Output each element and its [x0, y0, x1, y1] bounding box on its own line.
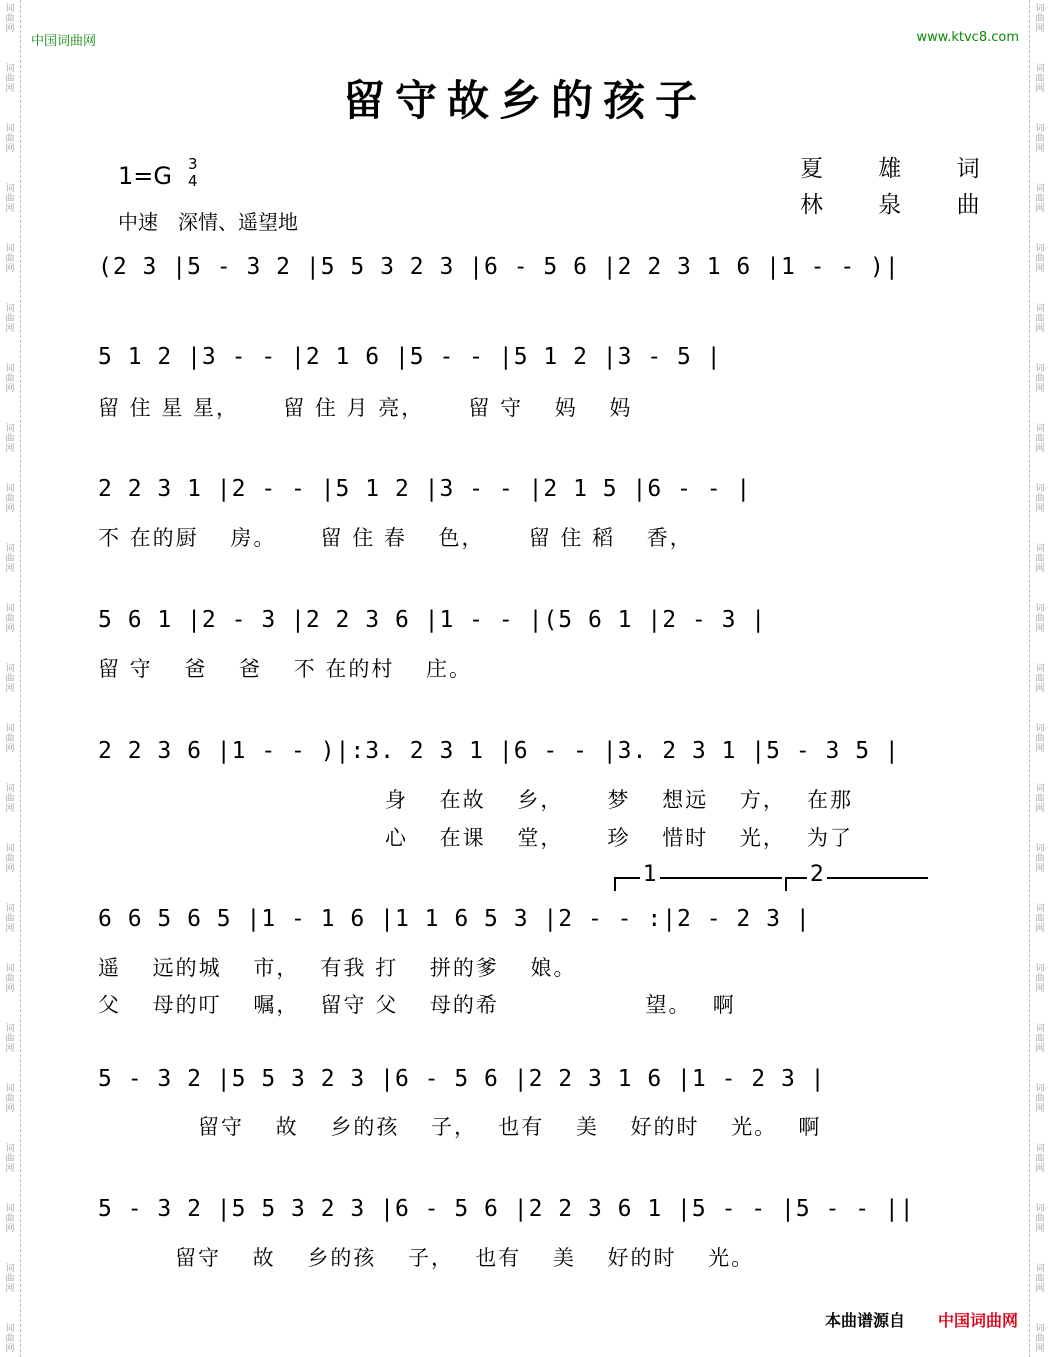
watermark-mark: 词 曲 网 [1035, 1324, 1045, 1354]
watermark-mark: 词 曲 网 [1035, 304, 1045, 334]
score-line-2: 5 1 2 |3 - - |2 1 6 |5 - - |5 1 2 |3 - 5 | [98, 344, 722, 370]
time-signature-top: 3 [188, 155, 198, 173]
lyric-line-4: 留 守 爸 爸 不 在的村 庄。 [98, 657, 473, 681]
watermark-mark: 词 曲 网 [1035, 784, 1045, 814]
volta-1-label: 1 [640, 862, 660, 887]
watermark-mark: 词 曲 网 [1035, 964, 1045, 994]
watermark-mark: 词 曲 网 [5, 604, 15, 634]
watermark-mark: 词 曲 网 [5, 964, 15, 994]
watermark-mark: 词 曲 网 [1035, 724, 1045, 754]
score-line-6: 6 6 5 6 5 |1 - 1 6 |1 1 6 5 3 |2 - - :|2 - 2 3 | [98, 906, 811, 932]
site-name-left[interactable]: 中国词曲网 [31, 34, 97, 49]
watermark-mark: 词 曲 网 [5, 1084, 15, 1114]
watermark-mark: 词 曲 网 [1035, 1204, 1045, 1234]
watermark-mark: 词 曲 网 [5, 304, 15, 334]
score-line-8: 5 - 3 2 |5 5 3 2 3 |6 - 5 6 |2 2 3 6 1 |5 - - |5 - - || [98, 1196, 915, 1222]
watermark-mark: 词 曲 网 [5, 484, 15, 514]
song-title: 留守故乡的孩子 [342, 76, 707, 125]
lyric-line-7: 留守 故 乡的孩 子， 也有 美 好的时 光。 啊 [198, 1115, 822, 1139]
score-line-7: 5 - 3 2 |5 5 3 2 3 |6 - 5 6 |2 2 3 1 6 |1 - 2 3 | [98, 1066, 826, 1092]
watermark-mark: 词 曲 网 [1035, 4, 1045, 34]
right-margin-border [1029, 0, 1050, 1357]
watermark-mark: 词 曲 网 [1035, 184, 1045, 214]
watermark-mark: 词 曲 网 [5, 724, 15, 754]
left-margin-border [0, 0, 21, 1357]
volta-1-tick [614, 877, 616, 891]
lyric-line-5-verse-2: 心 在课 堂， 珍 惜时 光， 为了 [385, 826, 854, 850]
watermark-mark: 词 曲 网 [5, 184, 15, 214]
watermark-mark: 词 曲 网 [5, 64, 15, 94]
watermark-mark: 词 曲 网 [5, 544, 15, 574]
watermark-mark: 词 曲 网 [1035, 244, 1045, 274]
watermark-mark: 词 曲 网 [5, 1024, 15, 1054]
watermark-mark: 词 曲 网 [1035, 1024, 1045, 1054]
watermark-mark: 词 曲 网 [5, 784, 15, 814]
watermark-mark: 词 曲 网 [5, 244, 15, 274]
tempo-marking: 中速 深情、遥望地 [118, 210, 298, 234]
score-line-5: 2 2 3 6 |1 - - )|:3. 2 3 1 |6 - - |3. 2 3 1 |5 - 3 5 | [98, 738, 900, 764]
lyric-line-2: 留 住 星 星， 留 住 月 亮， 留 守 妈 妈 [98, 396, 633, 420]
watermark-mark: 词 曲 网 [1035, 544, 1045, 574]
watermark-mark: 词 曲 网 [5, 124, 15, 154]
lyricist-credit: 夏 雄 词 [800, 156, 1004, 182]
time-signature [188, 156, 198, 190]
watermark-mark: 词 曲 网 [1035, 1144, 1045, 1174]
volta-2-label: 2 [807, 862, 827, 887]
watermark-mark: 词 曲 网 [1035, 484, 1045, 514]
volta-2-tick [785, 877, 787, 891]
lyric-line-6-verse-1: 遥 远的城 市， 有我 打 拼的爹 娘。 [98, 956, 577, 980]
watermark-mark: 词 曲 网 [1035, 664, 1045, 694]
composer-credit: 林 泉 曲 [800, 192, 1004, 218]
watermark-mark: 词 曲 网 [1035, 604, 1045, 634]
watermark-mark: 词 曲 网 [5, 904, 15, 934]
watermark-mark: 词 曲 网 [1035, 424, 1045, 454]
watermark-mark: 词 曲 网 [5, 4, 15, 34]
lyric-line-8: 留守 故 乡的孩 子， 也有 美 好的时 光。 [175, 1246, 755, 1270]
watermark-mark: 词 曲 网 [5, 844, 15, 874]
watermark-mark: 词 曲 网 [5, 424, 15, 454]
watermark-mark: 词 曲 网 [1035, 364, 1045, 394]
watermark-mark: 词 曲 网 [5, 664, 15, 694]
watermark-mark: 词 曲 网 [1035, 1084, 1045, 1114]
watermark-mark: 词 曲 网 [1035, 904, 1045, 934]
footer-source-site[interactable]: 中国词曲网 [937, 1311, 1018, 1330]
watermark-mark: 词 曲 网 [5, 1204, 15, 1234]
time-signature-bottom: 4 [188, 172, 198, 190]
watermark-mark: 词 曲 网 [1035, 124, 1045, 154]
lyric-line-6-verse-2: 父 母的叮 嘱， 留守 父 母的希 望。 啊 [98, 993, 736, 1017]
watermark-mark: 词 曲 网 [5, 364, 15, 394]
watermark-mark: 词 曲 网 [1035, 1264, 1045, 1294]
score-line-3: 2 2 3 1 |2 - - |5 1 2 |3 - - |2 1 5 |6 - - | [98, 476, 752, 502]
watermark-mark: 词 曲 网 [5, 1144, 15, 1174]
score-line-1: (2 3 |5 - 3 2 |5 5 3 2 3 |6 - 5 6 |2 2 3 1 6 |1 - - )| [98, 254, 900, 280]
watermark-mark: 词 曲 网 [1035, 844, 1045, 874]
watermark-mark: 词 曲 网 [5, 1324, 15, 1354]
footer-source-label: 本曲谱源自 [824, 1311, 905, 1330]
lyric-line-5-verse-1: 身 在故 乡， 梦 想远 方， 在那 [385, 788, 854, 812]
score-line-4: 5 6 1 |2 - 3 |2 2 3 6 |1 - - |(5 6 1 |2 - 3 | [98, 607, 767, 633]
watermark-mark: 词 曲 网 [5, 1264, 15, 1294]
watermark-mark: 词 曲 网 [1035, 64, 1045, 94]
lyric-line-3: 不 在的厨 房。 留 住 春 色， 留 住 稻 香， [98, 526, 693, 550]
key-signature: 1=G [118, 162, 172, 190]
site-url-right[interactable]: www.ktvc8.com [916, 30, 1019, 45]
